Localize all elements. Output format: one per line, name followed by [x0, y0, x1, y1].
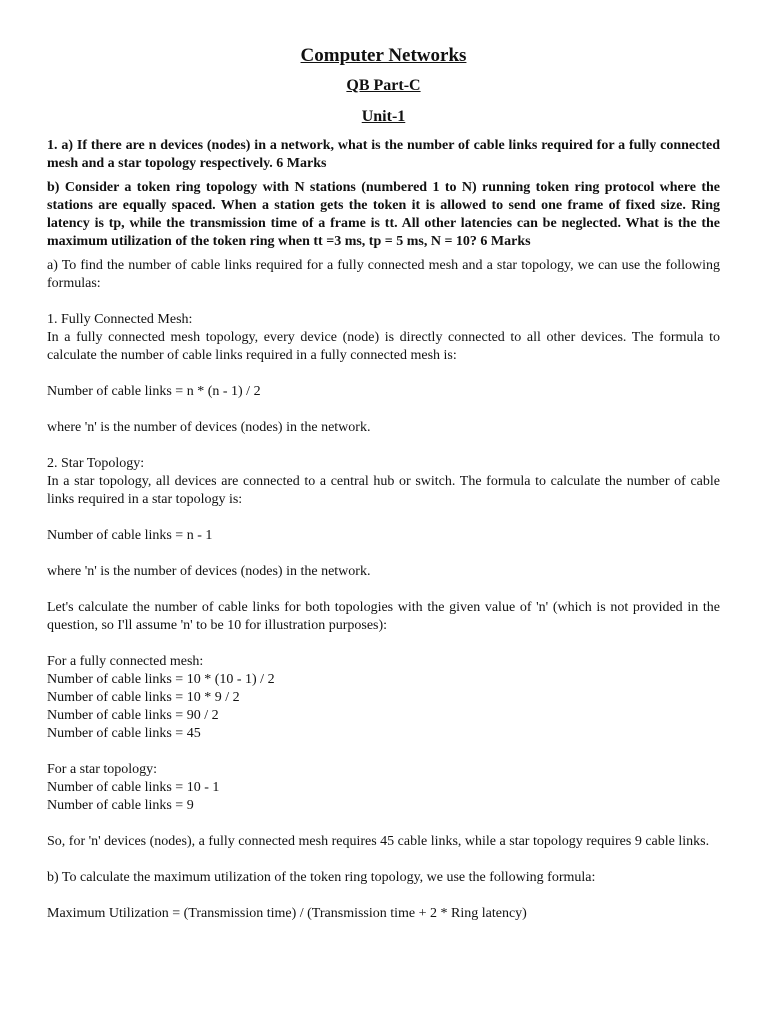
spacer — [47, 437, 720, 455]
mesh-calc-line: Number of cable links = 10 * 9 / 2 — [47, 690, 240, 705]
mesh-calc-line: Number of cable links = 45 — [47, 726, 201, 741]
unit-heading: Unit-1 — [361, 108, 406, 125]
part-b-intro: b) To calculate the maximum utilization of the token ring topology, we use the following formula: — [47, 870, 596, 885]
star-where: where 'n' is the number of devices (nodes) in the network. — [47, 564, 371, 579]
mesh-description: In a fully connected mesh topology, every device (node) is directly connected to all other devices. The formula to calculate the number of cable links required in a fully connected mesh is: — [47, 330, 720, 363]
star-calc-heading: For a star topology: — [47, 762, 158, 777]
part-b-formula: Maximum Utilization = (Transmission time) / (Transmission time + 2 * Ring latency) — [47, 906, 527, 921]
question-1b: b) Consider a token ring topology with N stations (numbered 1 to N) running token ring protocol where the stations are equally spaced. When a station gets the token it is allowed to send one frame of fixed size. Ring latency is tp, while the transmission time of a frame is tt. All other latencies can be neglected. What is the the maximum utilization of the token ring when tt =3 ms, tp = 5 ms, N = 10? 6 Marks — [47, 180, 720, 249]
spacer — [47, 545, 720, 563]
mesh-where: where 'n' is the number of devices (nodes) in the network. — [47, 420, 371, 435]
document-page — [47, 44, 720, 923]
star-formula: Number of cable links = n - 1 — [47, 528, 213, 543]
mesh-heading: 1. Fully Connected Mesh: — [47, 312, 193, 327]
spacer — [47, 401, 720, 419]
calc-intro: Let's calculate the number of cable links for both topologies with the given value of 'n' (which is not provided in the question, so I'll assume 'n' to be 10 for illustration purposes): — [47, 600, 720, 633]
spacer — [47, 509, 720, 527]
spacer — [47, 365, 720, 383]
spacer — [47, 887, 720, 905]
mesh-formula: Number of cable links = n * (n - 1) / 2 — [47, 384, 261, 399]
question-1a: 1. a) If there are n devices (nodes) in a network, what is the number of cable links required for a fully connected mesh and a star topology respectively. 6 Marks — [47, 138, 720, 171]
mesh-calc-heading: For a fully connected mesh: — [47, 654, 204, 669]
star-calc-line: Number of cable links = 9 — [47, 798, 194, 813]
mesh-calc-line: Number of cable links = 10 * (10 - 1) / 2 — [47, 672, 275, 687]
spacer — [47, 815, 720, 833]
star-heading: 2. Star Topology: — [47, 456, 145, 471]
document-title: Computer Networks — [300, 45, 467, 66]
answer-summary: So, for 'n' devices (nodes), a fully connected mesh requires 45 cable links, while a star topology requires 9 cable links. — [47, 834, 710, 849]
spacer — [47, 581, 720, 599]
spacer — [47, 635, 720, 653]
document-subtitle: QB Part-C — [346, 77, 421, 94]
mesh-calc-line: Number of cable links = 90 / 2 — [47, 708, 219, 723]
star-calc-line: Number of cable links = 10 - 1 — [47, 780, 220, 795]
spacer — [47, 293, 720, 311]
star-description: In a star topology, all devices are connected to a central hub or switch. The formula to calculate the number of cable links required in a star topology is: — [47, 474, 720, 507]
answer-body — [47, 257, 720, 923]
answer-intro: a) To find the number of cable links required for a fully connected mesh and a star topology, we can use the following formulas: — [47, 258, 720, 291]
spacer — [47, 851, 720, 869]
spacer — [47, 743, 720, 761]
